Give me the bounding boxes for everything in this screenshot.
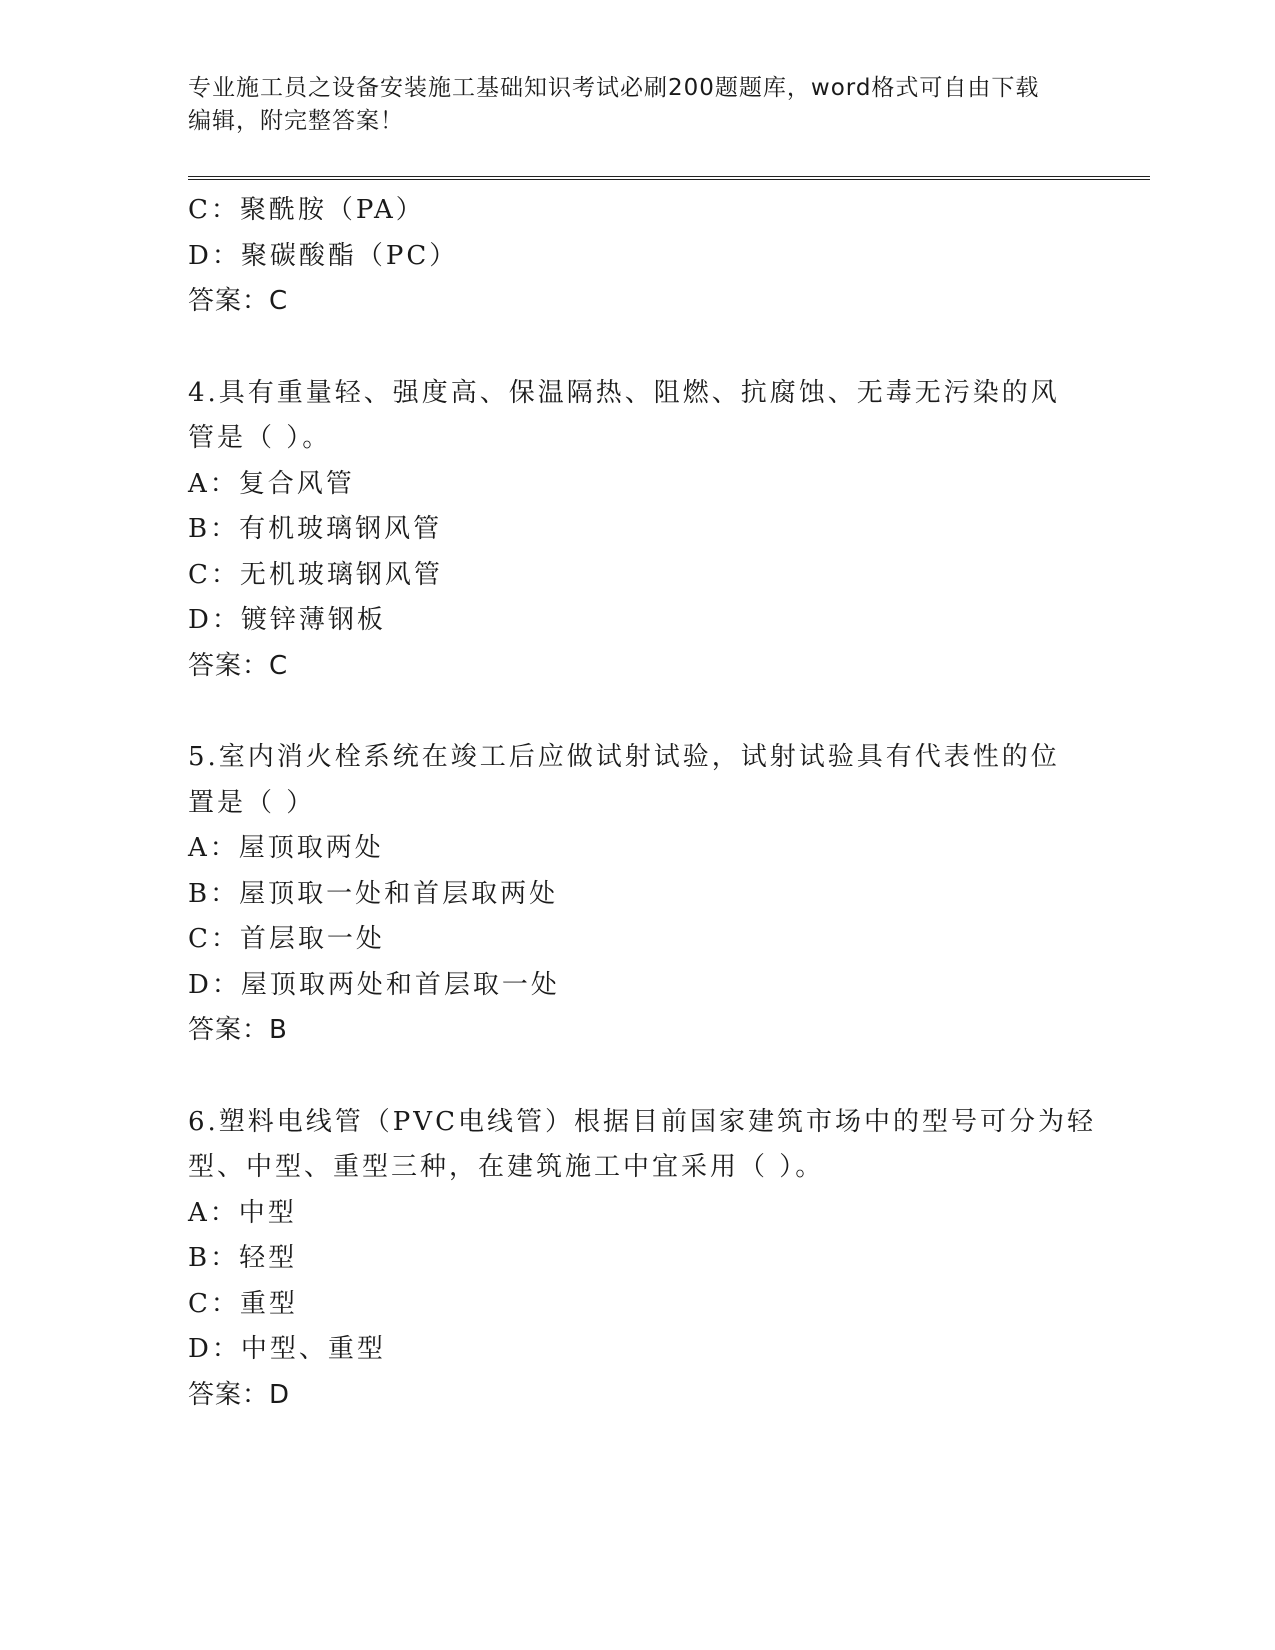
question-4-option-d: D：镀锌薄钢板 — [188, 605, 386, 635]
question-5-stem-line2: 置是（ ） — [188, 787, 316, 818]
question-3-answer: 答案：C — [188, 286, 289, 316]
question-gap — [188, 689, 1088, 735]
question-6-answer: 答案：D — [188, 1379, 291, 1410]
question-4 — [188, 371, 1088, 690]
question-6-option-a: A：中型 — [188, 1197, 297, 1228]
header-title-line1: 专业施工员之设备安装施工基础知识考试必刷200题题库，word格式可自由下载 — [188, 75, 1040, 101]
page-header — [188, 72, 1088, 138]
question-gap — [188, 325, 1088, 371]
question-5-option-b: B：屋顶取一处和首层取两处 — [188, 878, 559, 909]
question-4-stem-line2: 管是（ ）。 — [188, 423, 332, 453]
question-6-option-d: D：中型、重型 — [188, 1334, 386, 1364]
question-list — [188, 188, 1096, 1418]
question-5-stem-line1: 5.室内消火栓系统在竣工后应做试射试验，试射试验具有代表性的位 — [188, 742, 1060, 772]
header-divider — [188, 176, 1150, 180]
question-6-option-c: C：重型 — [188, 1288, 298, 1319]
question-6-stem-line2: 型、中型、重型三种，在建筑施工中宜采用（ ）。 — [188, 1152, 825, 1182]
question-3 — [188, 188, 1088, 325]
question-3-option-d: D：聚碳酸酯（PC） — [188, 240, 459, 271]
question-4-option-c: C：无机玻璃钢风管 — [188, 559, 443, 590]
question-4-option-b: B：有机玻璃钢风管 — [188, 514, 443, 544]
question-5-option-a: A：屋顶取两处 — [188, 833, 384, 863]
question-6-stem-line1: 6.塑料电线管（PVC电线管）根据目前国家建筑市场中的型号可分为轻 — [188, 1106, 1096, 1137]
question-4-stem-line1: 4.具有重量轻、强度高、保温隔热、阻燃、抗腐蚀、无毒无污染的风 — [188, 377, 1060, 408]
question-4-answer: 答案：C — [188, 650, 289, 681]
question-5-option-d: D：屋顶取两处和首层取一处 — [188, 969, 560, 1000]
question-5 — [188, 735, 1088, 1054]
question-5-answer: 答案：B — [188, 1015, 288, 1045]
header-title-line2: 编辑，附完整答案！ — [188, 108, 404, 134]
question-gap — [188, 1054, 1088, 1100]
question-6 — [188, 1100, 1096, 1419]
question-6-option-b: B：轻型 — [188, 1243, 298, 1273]
question-5-option-c: C：首层取一处 — [188, 924, 385, 954]
question-3-option-c: C：聚酰胺（PA） — [188, 195, 425, 225]
question-4-option-a: A：复合风管 — [188, 468, 355, 499]
